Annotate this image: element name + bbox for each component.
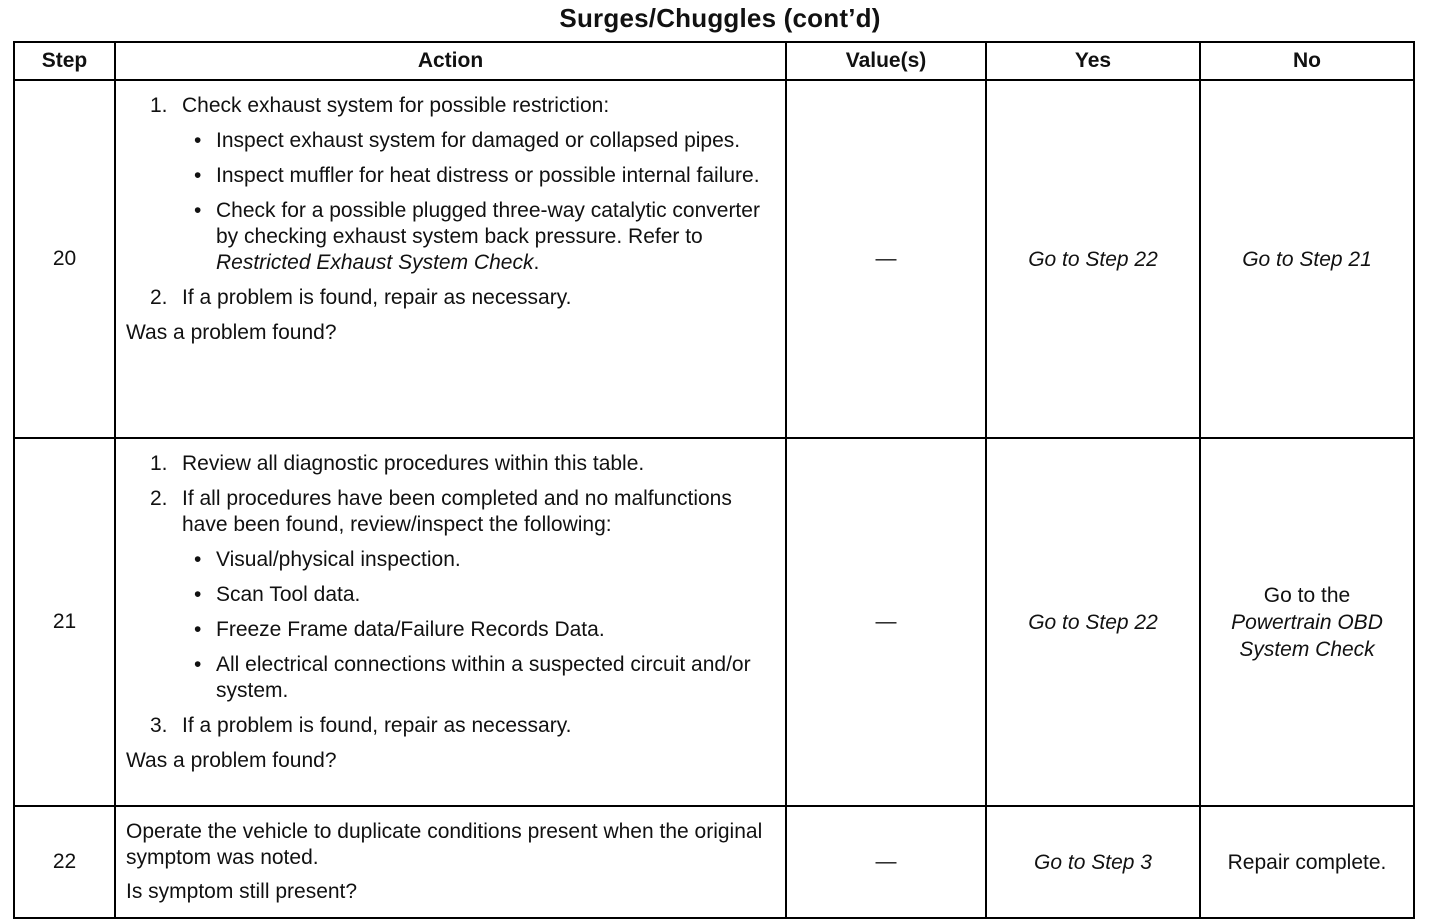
no-reference: Go to Step 21 bbox=[1242, 247, 1372, 271]
yes-cell bbox=[986, 80, 1200, 438]
item-text: Review all diagnostic procedures within this table. bbox=[182, 452, 645, 475]
yes-reference: Go to Step 3 bbox=[1034, 850, 1152, 874]
bullet-glyph: • bbox=[194, 618, 202, 641]
yes-cell bbox=[986, 438, 1200, 806]
item-number: 2. bbox=[150, 487, 168, 510]
header-step: Step bbox=[14, 42, 115, 80]
action-cell bbox=[115, 80, 786, 438]
table-row bbox=[14, 806, 1414, 918]
bullet-glyph: • bbox=[194, 548, 202, 571]
action-bullet bbox=[126, 198, 775, 276]
item-number: 1. bbox=[150, 94, 168, 117]
table-row bbox=[14, 80, 1414, 438]
action-question: Is symptom still present? bbox=[126, 880, 358, 903]
bullet-end: . bbox=[533, 251, 540, 274]
value-cell: — bbox=[786, 806, 986, 918]
header-yes: Yes bbox=[986, 42, 1200, 80]
header-row bbox=[14, 42, 1414, 80]
action-bullet bbox=[126, 163, 775, 189]
bullet-text: Visual/physical inspection. bbox=[216, 548, 461, 571]
step-number: 22 bbox=[14, 806, 115, 918]
action-item bbox=[126, 451, 775, 477]
yes-cell bbox=[986, 806, 1200, 918]
action-item bbox=[126, 93, 775, 119]
header-no: No bbox=[1200, 42, 1414, 80]
no-prefix: Go to the bbox=[1263, 583, 1351, 607]
bullet-text: Inspect exhaust system for damaged or collapsed pipes. bbox=[216, 129, 741, 152]
bullet-glyph: • bbox=[194, 653, 202, 676]
item-text: If a problem is found, repair as necessary. bbox=[182, 714, 572, 737]
no-cell: Repair complete. bbox=[1200, 806, 1414, 918]
item-text: If all procedures have been completed and no malfunctions have been found, review/inspect the following: bbox=[182, 487, 732, 536]
action-item bbox=[126, 285, 775, 311]
value-cell: — bbox=[786, 438, 986, 806]
action-item bbox=[126, 713, 775, 739]
value-cell: — bbox=[786, 80, 986, 438]
item-number: 2. bbox=[150, 286, 168, 309]
yes-reference: Go to Step 22 bbox=[1028, 610, 1158, 634]
yes-reference: Go to Step 22 bbox=[1028, 247, 1158, 271]
bullet-text: Inspect muffler for heat distress or possible internal failure. bbox=[216, 164, 760, 187]
page-title: Surges/Chuggles (cont’d) bbox=[559, 3, 881, 33]
item-number: 3. bbox=[150, 714, 168, 737]
bullet-text: Scan Tool data. bbox=[216, 583, 361, 606]
header-values: Value(s) bbox=[786, 42, 986, 80]
bullet-glyph: • bbox=[194, 583, 202, 606]
no-reference: Powertrain OBD System Check bbox=[1231, 610, 1383, 661]
item-text: If a problem is found, repair as necessary. bbox=[182, 286, 572, 309]
action-bullet bbox=[126, 582, 775, 608]
action-item bbox=[126, 486, 775, 538]
no-cell bbox=[1200, 80, 1414, 438]
action-question: Was a problem found? bbox=[126, 321, 337, 344]
bullet-glyph: • bbox=[194, 129, 202, 152]
step-number: 20 bbox=[14, 80, 115, 438]
step-number: 21 bbox=[14, 438, 115, 806]
bullet-text: All electrical connections within a suspected circuit and/or system. bbox=[216, 653, 751, 702]
action-bullet bbox=[126, 617, 775, 643]
no-cell bbox=[1200, 438, 1414, 806]
action-text: Operate the vehicle to duplicate conditions present when the original symptom was noted. bbox=[126, 820, 763, 869]
header-action: Action bbox=[115, 42, 786, 80]
table-row bbox=[14, 438, 1414, 806]
action-bullet bbox=[126, 652, 775, 704]
bullet-text: Check for a possible plugged three-way catalytic converter by checking exhaust system back pressure. Refer to bbox=[216, 199, 760, 248]
action-bullet bbox=[126, 547, 775, 573]
bullet-glyph: • bbox=[194, 199, 202, 222]
action-question: Was a problem found? bbox=[126, 749, 337, 772]
action-cell bbox=[115, 806, 786, 918]
item-text: Check exhaust system for possible restriction: bbox=[182, 94, 610, 117]
bullet-text: Freeze Frame data/Failure Records Data. bbox=[216, 618, 605, 641]
action-bullet bbox=[126, 128, 775, 154]
procedure-reference: Restricted Exhaust System Check bbox=[216, 251, 534, 274]
item-number: 1. bbox=[150, 452, 168, 475]
bullet-glyph: • bbox=[194, 164, 202, 187]
diagnostic-table bbox=[13, 41, 1415, 919]
action-cell bbox=[115, 438, 786, 806]
